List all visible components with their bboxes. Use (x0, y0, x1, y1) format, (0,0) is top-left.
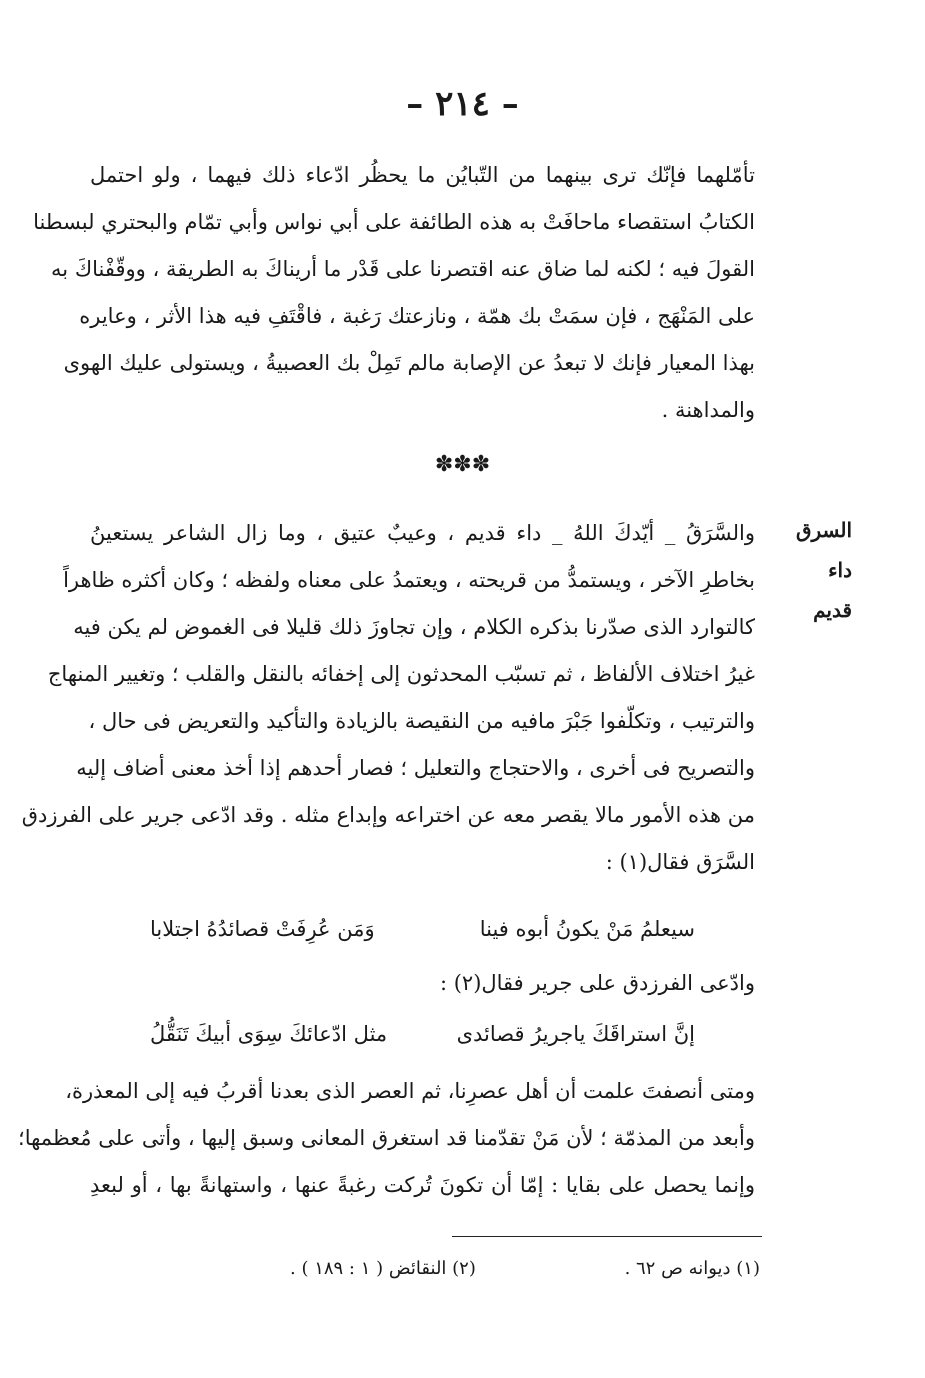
text-line: والسَّرَقُ _ أيّدكَ اللهُ _ داء قديم ، وعيبٌ عتيق ، وما زال الشاعر يستعينُ (90, 521, 755, 545)
text-line: والمداهنة . (661, 398, 755, 422)
footnote-2: (٢) النقائض ( ١ : ١٨٩ ) . (290, 1258, 476, 1279)
verse-first-hemistich: سيعلمُ مَنْ يكونُ أبوه فينا (479, 917, 695, 941)
footnote-1: (١) ديوانه ص ٦٢ . (624, 1258, 760, 1279)
text-line: القولَ فيه ؛ لكنه لما ضاق عنه اقتصرنا على قَدْر ما أريناكَ به الطريقة ، ووقّفْناكَ به (51, 257, 755, 281)
margin-note-line: قديم (813, 598, 852, 622)
verse-second-hemistich: مثل ادّعائكَ سِوَى أبيكَ تَنَقُّلُ (150, 1022, 388, 1046)
text-line: كالتوارد الذى صدّرنا بذكره الكلام ، وإن تجاوزَ ذلك قليلا فى الغموض لم يكن فيه (73, 615, 755, 639)
text-line: غيرُ اختلاف الألفاظ ، ثم تسبّب المحدثون إلى إخفائه بالنقل والقلب ؛ وتغيير المنهاج (47, 662, 755, 686)
verse-1 (150, 906, 695, 952)
text-line: والتصريح فى أخرى ، والاحتجاج والتعليل ؛ فصار أحدهم إذا أخذ معنى أضاف إليه (76, 756, 755, 780)
footnote-divider (452, 1236, 762, 1237)
text-line: بخاطرِ الآخر ، ويستمدُّ من قريحته ، ويعتمدُ على معناه ولفظه ؛ وكان أكثره ظاهراً (63, 568, 755, 592)
paragraph-1 (33, 152, 755, 434)
verse-intro: وادّعى الفرزدق على جرير فقال(٢) : (439, 971, 755, 995)
text-line: الكتابُ استقصاء ماحافَتْ به هذه الطائفة على أبي نواس وأبي تمّام والبحتري لبسطنا (33, 210, 755, 234)
text-line: بهذا المعيار فإنك لا تبعدُ عن الإصابة مالم تَمِلْ بك العصبيةُ ، ويستولى عليك الهوى (63, 351, 755, 375)
verse-first-hemistich: إنَّ استراقَكَ ياجريرُ قصائدى (456, 1022, 695, 1046)
paragraph-2 (21, 510, 755, 886)
text-line: من هذه الأمور مالا يقصر معه عن اختراعه وإبداع مثله . وقد ادّعى جرير على الفرزدق (21, 803, 755, 827)
text-line: وإنما يحصل على بقايا : إمّا أن تكونَ تُركت رغبةً عنها ، واستهانةً بها ، أو لبعدِ (90, 1173, 755, 1197)
text-line: تأمّلهما فإنّك ترى بينهما من التّبايُن ما يحظُر ادّعاء ذلك فيهما ، ولو احتمل (90, 163, 755, 187)
paragraph-3 (18, 1068, 755, 1209)
footnotes (290, 1254, 760, 1284)
text-line: على المَنْهَج ، فإن سمَتْ بك همّة ، ونازعتك رَغبة ، فاقْتَفِ فيه هذا الأثر ، وعايره (79, 304, 755, 328)
text-line: ومتى أنصفتَ علمت أن أهل عصرِنا، ثم العصر الذى بعدنا أقربُ فيه إلى المعذرة، (65, 1079, 755, 1103)
margin-note (772, 510, 852, 630)
margin-note-line: السرق داء (795, 518, 852, 582)
text-line: السَّرَق فقال(١) : (605, 850, 755, 874)
verse-2 (150, 1011, 695, 1057)
section-separator: ✽✽✽ (434, 452, 491, 477)
text-line: والترتيب ، وتكلّفوا جَبْرَ مافيه من النقيصة بالزيادة والتأكيد والتعريض فى حال ، (88, 709, 755, 733)
verse-second-hemistich: وَمَن عُرِفَتْ قصائدُهُ اجتلابا (150, 917, 375, 941)
page-number: – ٢١٤ – (406, 84, 519, 124)
text-line: وأبعد من المذمّة ؛ لأن مَنْ تقدّمنا قد استغرق المعانى وسبق إليها ، وأتى على مُعظمها؛ (18, 1126, 755, 1150)
